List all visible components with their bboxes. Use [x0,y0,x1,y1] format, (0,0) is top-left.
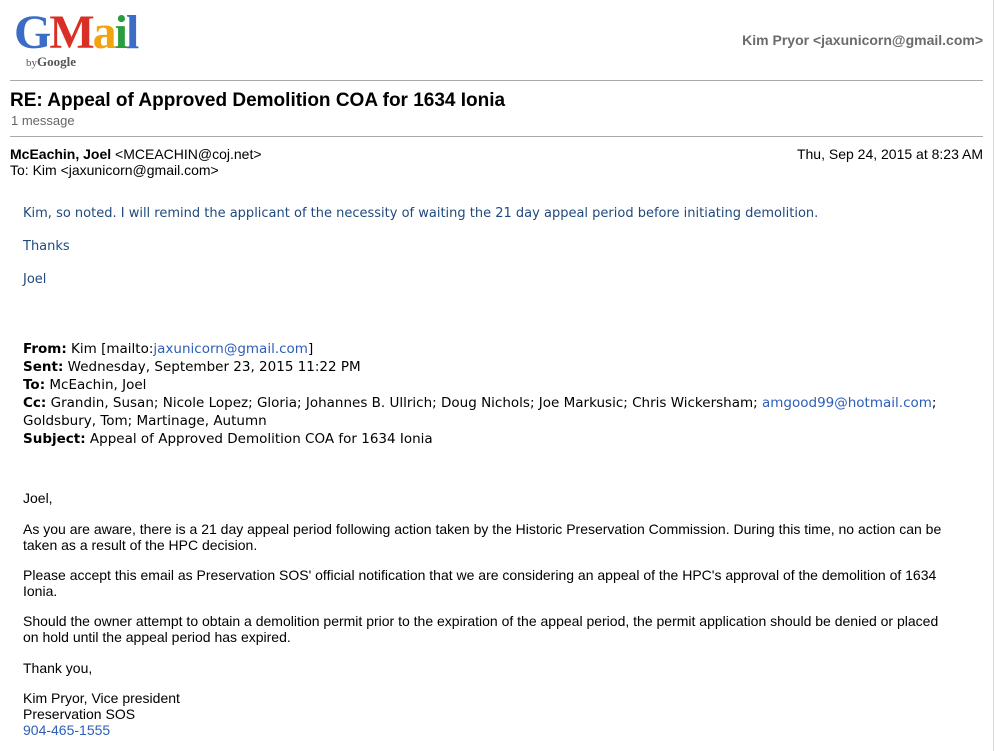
subject-divider [10,136,983,137]
quoted-message-header [23,340,968,448]
paragraph-1 [23,521,973,553]
quoted-cc-row-continued: Goldsbury, Tom; Martinage, Autumn [23,413,267,429]
sent-label: Sent: [23,359,64,375]
cc-email-link[interactable]: amgood99@hotmail.com [761,395,932,411]
reply-line: Thanks [23,239,70,254]
header-divider [10,80,983,81]
paragraph-line: As you are aware, there is a 21 day appeal period following action taken by the Historic Preservation Commission. During this time, no action can be [23,521,942,537]
sent-value: Wednesday, September 23, 2015 11:22 PM [63,359,361,375]
from-value: Kim [mailto: [66,341,154,357]
paragraph-3 [23,613,973,645]
to-value: McEachin, Joel [45,377,147,393]
subject-label: Subject: [23,431,86,447]
from-email-link[interactable]: jaxunicorn@gmail.com [153,341,308,357]
paragraph-line: Ionia. [23,583,58,599]
sender-email: <MCEACHIN@coj.net> [115,146,262,162]
subject-value: Appeal of Approved Demolition COA for 1634 Ionia [85,431,433,447]
paragraph-line: Should the owner attempt to obtain a demolition permit prior to the expiration of the appeal period, the permit application should be denied or placed [23,613,939,629]
message-sender [10,146,262,162]
signature [23,690,973,738]
reply-line: Kim, so noted. I will remind the applicant of the necessity of waiting the 21 day appeal period before initiating demolition. [23,206,819,221]
greeting: Joel, [23,490,53,506]
from-label: From: [23,341,67,357]
paragraph-line: taken as a result of the HPC decision. [23,537,258,553]
from-end: ] [307,341,314,357]
cc-value: Grandin, Susan; Nicole Lopez; Gloria; Johannes B. Ullrich; Doug Nichols; Joe Markusic; Chris Wickersham; [46,395,762,411]
signature-name: Kim Pryor, Vice president [23,690,180,706]
message-date: Thu, Sep 24, 2015 at 8:23 AM [796,146,983,162]
cc-rest: ; [931,395,937,411]
to-label: To: [23,377,46,393]
signature-phone-link[interactable]: 904-465-1555 [23,722,111,738]
print-header [0,0,994,80]
gmail-logo [14,6,164,72]
reply-line: Joel [23,272,47,287]
quoted-to-row [23,376,968,394]
quoted-subject-row [23,430,968,448]
quoted-from-row [23,340,968,358]
signature-organization: Preservation SOS [23,706,136,722]
thread-subject: RE: Appeal of Approved Demolition COA for 1634 Ionia [10,90,506,111]
paragraph-line: Please accept this email as Preservation SOS' official notification that we are considering an appeal of the HPC's approval of the demolition of 1634 [23,567,937,583]
account-identity: Kim Pryor <jaxunicorn@gmail.com> [742,32,983,48]
sender-name: McEachin, Joel [10,146,112,162]
paragraph-2 [23,567,973,599]
gmail-logo-byline: byGoogle [26,54,76,69]
paragraph-line: on hold until the appeal period has expired. [23,629,291,645]
message-recipient: To: Kim <jaxunicorn@gmail.com> [10,162,219,178]
cc-label: Cc: [23,395,47,411]
closing: Thank you, [23,660,93,676]
gmail-logo-wordmark: GMail [14,6,138,59]
quoted-sent-row [23,358,968,376]
message-count: 1 message [11,113,75,128]
quoted-cc-row [23,394,968,412]
